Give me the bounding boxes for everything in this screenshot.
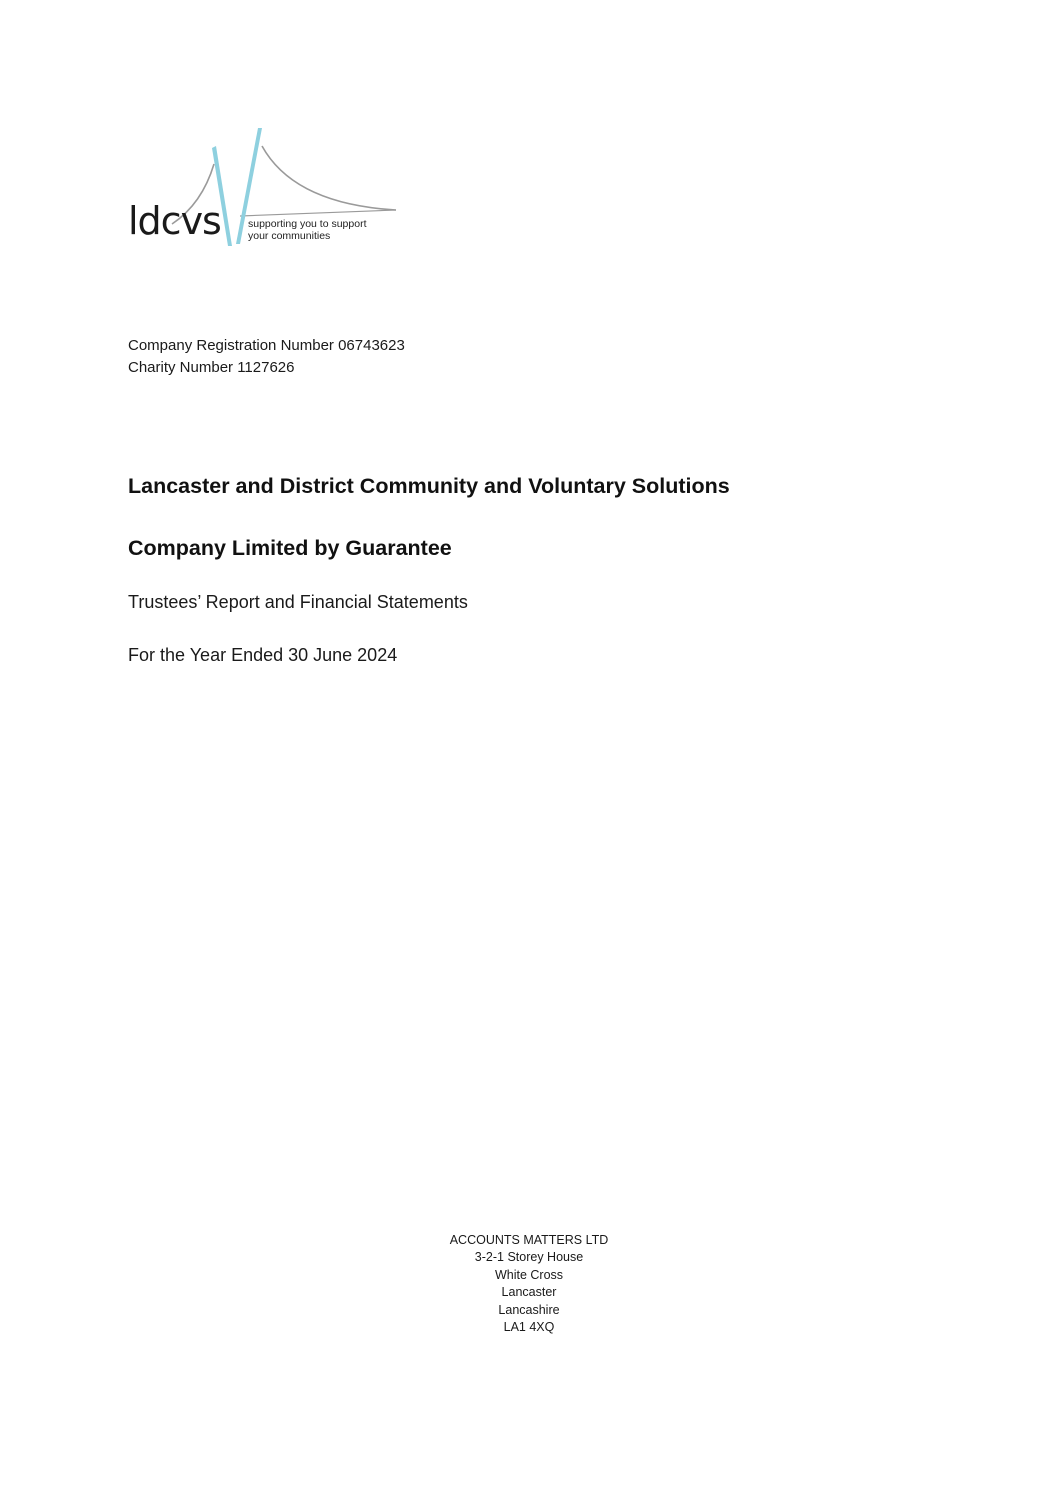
logo-tagline-line-1: supporting you to support (248, 218, 367, 230)
logo-wordmark: ldcvs (128, 199, 221, 243)
organisation-name: Lancaster and District Community and Voluntary Solutions (128, 474, 730, 498)
accountant-name: ACCOUNTS MATTERS LTD (449, 1233, 609, 1247)
ldcvs-logo (124, 124, 404, 254)
address-line: White Cross (494, 1267, 564, 1282)
company-registration-number: Company Registration Number 06743623 (128, 337, 405, 354)
address-line: 3-2-1 Storey House (474, 1250, 584, 1265)
charity-number: Charity Number 1127626 (128, 359, 295, 376)
report-title: Trustees’ Report and Financial Statements (128, 592, 468, 612)
report-period: For the Year Ended 30 June 2024 (128, 645, 398, 665)
registration-details (128, 335, 405, 379)
address-line: Lancashire (498, 1302, 560, 1317)
logo-tagline (248, 218, 367, 242)
company-type: Company Limited by Guarantee (128, 536, 452, 560)
accountant-address (0, 1232, 1058, 1336)
logo-tagline-line-2: your communities (248, 230, 331, 242)
address-line: Lancaster (501, 1285, 557, 1300)
postcode: LA1 4XQ (503, 1320, 555, 1335)
